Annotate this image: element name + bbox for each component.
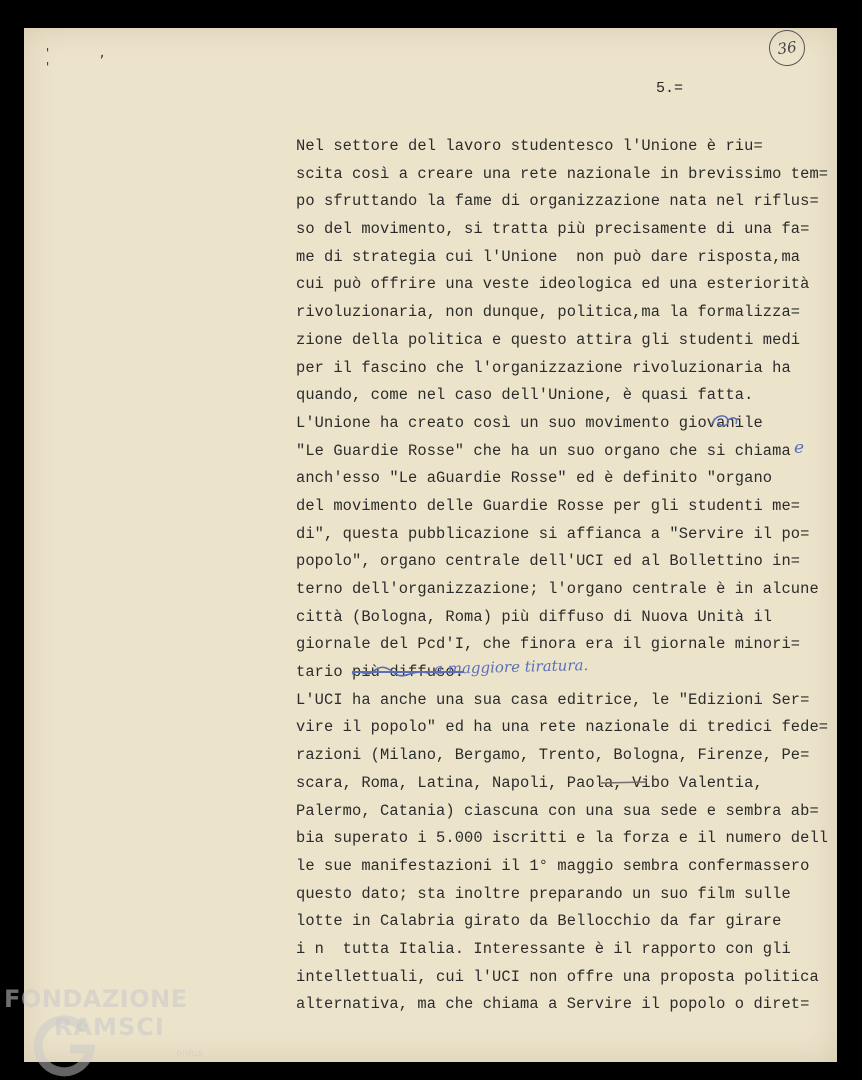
text-line: terno dell'organizzazione; l'organo centrale è in alcune bbox=[296, 580, 819, 598]
pen-overline-mark bbox=[599, 778, 659, 788]
handwritten-insertion: a maggiore tiratura. bbox=[433, 655, 589, 679]
page-number: 5.= bbox=[656, 80, 684, 97]
text-line: rivoluzionaria, non dunque, politica,ma la formalizza= bbox=[296, 303, 801, 322]
text-line: Palermo, Catania) ciascuna con una sua sede e sembra ab= bbox=[296, 801, 819, 820]
text-line: zione della politica e questo attira gli studenti medi bbox=[296, 330, 801, 349]
text-line: scara, Roma, Latina, Napoli, Paola, Vibo Valentia, bbox=[296, 773, 763, 792]
text-line: del movimento delle Guardie Rosse per gli studenti me= bbox=[296, 496, 801, 515]
text-line: popolo", organo centrale dell'UCI ed al Bollettino in= bbox=[296, 552, 801, 571]
text-line: i n tutta Italia. Interessante è il rapporto con gli bbox=[296, 939, 791, 958]
text-line: di", questa pubblicazione si affianca a "Servire il po= bbox=[296, 524, 810, 543]
text-line: cui può offrire una veste ideologica ed una esteriorità bbox=[296, 275, 810, 294]
pen-correction-mark bbox=[706, 410, 746, 432]
text-line: giornale del Pcd'I, che finora era il giornale minori= bbox=[296, 635, 801, 654]
text-line: bia superato i 5.000 iscritti e la forza e il numero dell bbox=[296, 829, 829, 848]
text-line: razioni (Milano, Bergamo, Trento, Bologna, Firenze, Pe= bbox=[296, 746, 810, 765]
text-line: L'UCI ha anche una sua casa editrice, le "Edizioni Ser= bbox=[296, 690, 810, 709]
text-line: anch'esso "Le aGuardie Rosse" ed è definito "organo bbox=[296, 469, 773, 488]
watermark-line-1: FONDAZIONE bbox=[4, 985, 188, 1013]
text-line: me di strategia cui l'Unione non può dare risposta,ma bbox=[296, 247, 801, 266]
folio-number-circle bbox=[767, 28, 808, 68]
text-line-start: tario bbox=[296, 663, 353, 682]
document-page bbox=[24, 28, 837, 1062]
text-line: so del movimento, si tratta più precisamente di una fa= bbox=[296, 220, 810, 239]
folio-number: 36 bbox=[776, 37, 798, 59]
text-line: lotte in Calabria girato da Bellocchio da far girare bbox=[296, 912, 782, 931]
text-line: po sfruttando la fame di organizzazione nata nel riflus= bbox=[296, 192, 819, 211]
watermark-sub: onlus bbox=[176, 1048, 203, 1059]
text-line: "Le Guardie Rosse" che ha un suo organo che si chiama bbox=[296, 441, 791, 460]
text-line: vire il popolo" ed ha una rete nazionale di tredici fede= bbox=[296, 718, 829, 737]
pen-scribble-deletion bbox=[350, 666, 430, 678]
text-line: le sue manifestazioni il 1° maggio sembra confermassero bbox=[296, 856, 810, 875]
text-line: Nel settore del lavoro studentesco l'Unione è riu= bbox=[296, 137, 763, 155]
text-line: per il fascino che l'organizzazione rivoluzionaria ha bbox=[296, 358, 791, 377]
text-line: città (Bologna, Roma) più diffuso di Nuova Unità il bbox=[296, 607, 773, 626]
handwritten-correction: e bbox=[794, 438, 805, 458]
fondazione-gramsci-watermark bbox=[4, 985, 224, 1080]
text-line: alternativa, ma che chiama a Servire il popolo o diret= bbox=[296, 995, 810, 1014]
text-line: intellettuali, cui l'UCI non offre una proposta politica bbox=[296, 967, 819, 986]
text-line: scita così a creare una rete nazionale in brevissimo tem= bbox=[296, 164, 829, 183]
text-line: L'Unione ha creato così un suo movimento giovanile bbox=[296, 413, 763, 432]
watermark-line-2: RAMSCI bbox=[54, 1013, 165, 1041]
typed-text-body bbox=[296, 133, 829, 1019]
struck-text: più diffuso. bbox=[352, 663, 465, 682]
paper-specks: ' , ' bbox=[44, 46, 126, 74]
text-line: questo dato; sta inoltre preparando un suo film sulle bbox=[296, 884, 791, 903]
text-line: quando, come nel caso dell'Unione, è quasi fatta. bbox=[296, 386, 754, 405]
